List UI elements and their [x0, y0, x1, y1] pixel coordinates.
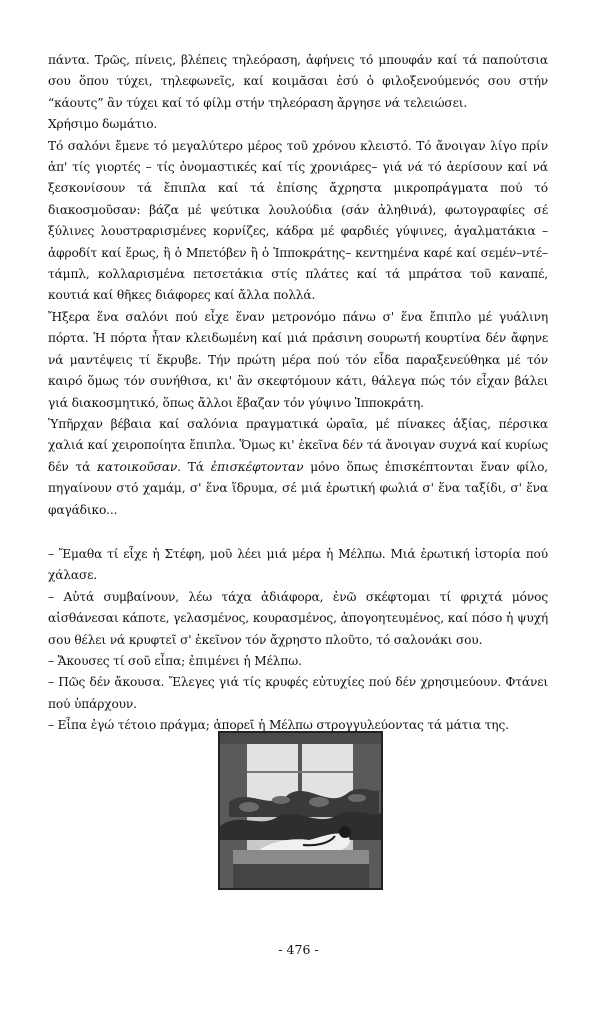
illustration-reclining-figure	[218, 731, 383, 890]
dialogue-line-1: – Ἔμαθα τί εἶχε ἡ Στέφη, μοῦ λέει μιά μέρα ἡ Μέλπω. Μιά ἐρωτική ἱστορία πού χάλασε.	[48, 546, 548, 583]
section-gap	[48, 521, 548, 544]
dialogue-line-3: – Ἄκουσες τί σοῦ εἶπα; ἐπιμένει ἡ Μέλπω.	[48, 653, 302, 668]
emphasis-inhabited: κατοικοῦσαν.	[97, 459, 181, 474]
dialogue-line-5: – Εἶπα ἐγώ τέτοιο πράγμα; ἀπορεῖ ἡ Μέλπω στρογγυλεύοντας τά μάτια της.	[48, 718, 509, 733]
paragraph-5-text-c: Τά	[180, 459, 211, 474]
paragraph-5-text-a: Ὑπῆρχαν βέβαια καί σαλόνια πραγματικά ὡραῖα, μέ πίνακες ἀξίας, πέρσικα χαλιά καί χειροποίητα ἔπιπλα. Ὅμως κι' ἐκεῖνα δέν τά ἄνοιγαν συχνά καί κυρίως δέν τά	[48, 416, 548, 474]
dialogue-line-4: – Πῶς δέν ἄκουσα. Ἔλεγες γιά τίς κρυφές εὐτυχίες πού δέν χρησιμεύουν. Φτάνει πού ὑπάρχουν.	[48, 675, 548, 711]
paragraph-2: Χρήσιμο δωμάτιο.	[48, 117, 158, 132]
illustration-artwork	[219, 732, 382, 889]
body-text	[48, 50, 548, 737]
paragraph-3: Τό σαλόνι ἔμενε τό μεγαλύτερο μέρος τοῦ χρόνου κλειστό. Τό ἄνοιγαν λίγο πρίν ἀπ' τίς γιορτές – τίς ὀνομαστικές καί τίς χρονιάρες– γιά νά τό ἀερίσουν καί νά ξεσκονίσουν τά ἔπιπλα καί τά ἐπίσης ἄχρηστα μικροπράγματα πού τό διακοσμοῦσαν: βάζα μέ ψεύτικα λουλούδια (σάν ἀληθινά), φωτογραφίες σέ ξύλινες λουστραρισμένες κορνίζες, κάδρα μέ φαρδιές γύψινες, ἀγαλματάκια –ἀφροδίτ καί ἔρως, ἢ ὁ Μπετόβεν ἢ ὁ Ἱπποκράτης– κεντημένα καρέ καί σεμέν–ντέ–τάμπλ, κολλαρισμένα πετσετάκια στίς πλάτες καί τά μπράτσα τοῦ καναπέ, κουτιά καί θῆκες διάφορες καί ἄλλα πολλά.	[48, 138, 548, 303]
page-number: - 476 -	[278, 942, 319, 957]
paragraph-5-text-e: μόνο ὅπως ἐπισκέπτονται ἕναν φίλο, πηγαίνουν στό χαμάμ, σ' ἕνα ἵδρυμα, σέ μιά ἐρωτική φωλιά σ' ἕνα ταξίδι, σ' ἕνα φαγάδικο...	[48, 459, 548, 517]
paragraph-5	[48, 414, 548, 521]
emphasis-visited: ἐπισκέφτονταν	[210, 459, 304, 474]
dialogue-line-2: – Αὐτά συμβαίνουν, λέω τάχα ἀδιάφορα, ἐνῶ σκέφτομαι τί φριχτά μόνος αἰσθάνεσαι κάποτε, γελασμένος, κουρασμένος, ἀπογοητευμένος, καί πόσο ἡ ψυχή σου θέλει νά κρυφτεῖ σ' ἐκεῖνον τόν ἄχρηστο πλοῦτο, τό σαλονάκι σου.	[48, 589, 548, 647]
paragraph-4: Ἤξερα ἕνα σαλόνι πού εἶχε ἕναν μετρονόμο πάνω σ' ἕνα ἔπιπλο μέ γυάλινη πόρτα. Ἡ πόρτα ἦταν κλειδωμένη καί μιά πράσινη σουρωτή κουρτίνα δέν ἄφηνε νά μαντέψεις τί ἔκρυβε. Τήν πρώτη μέρα πού τόν εἶδα παραξενεύθηκα μέ τόν καιρό ὅμως τόν συνήθισα, κι' ἂν σκεφτόμουν κάτι, θάλεγα πώς τόν εἶχαν βάλει γιά διακοσμητικό, ὅπως ἄλλοι ἔβαζαν τόν γύψινο Ἱπποκράτη.	[48, 309, 548, 410]
paragraph-1: πάντα. Τρῶς, πίνεις, βλέπεις τηλεόραση, ἀφήνεις τό μπουφάν καί τά παπούτσια σου ὅπου τύχει, τηλεφωνεῖς, καί κοιμᾶσαι ἐσύ ὁ φιλοξενούμενός σου στήν “κάουτς” ἂν τύχει καί τό φίλμ στήν τηλεόραση ἄργησε νά τελειώσει.	[48, 53, 548, 110]
